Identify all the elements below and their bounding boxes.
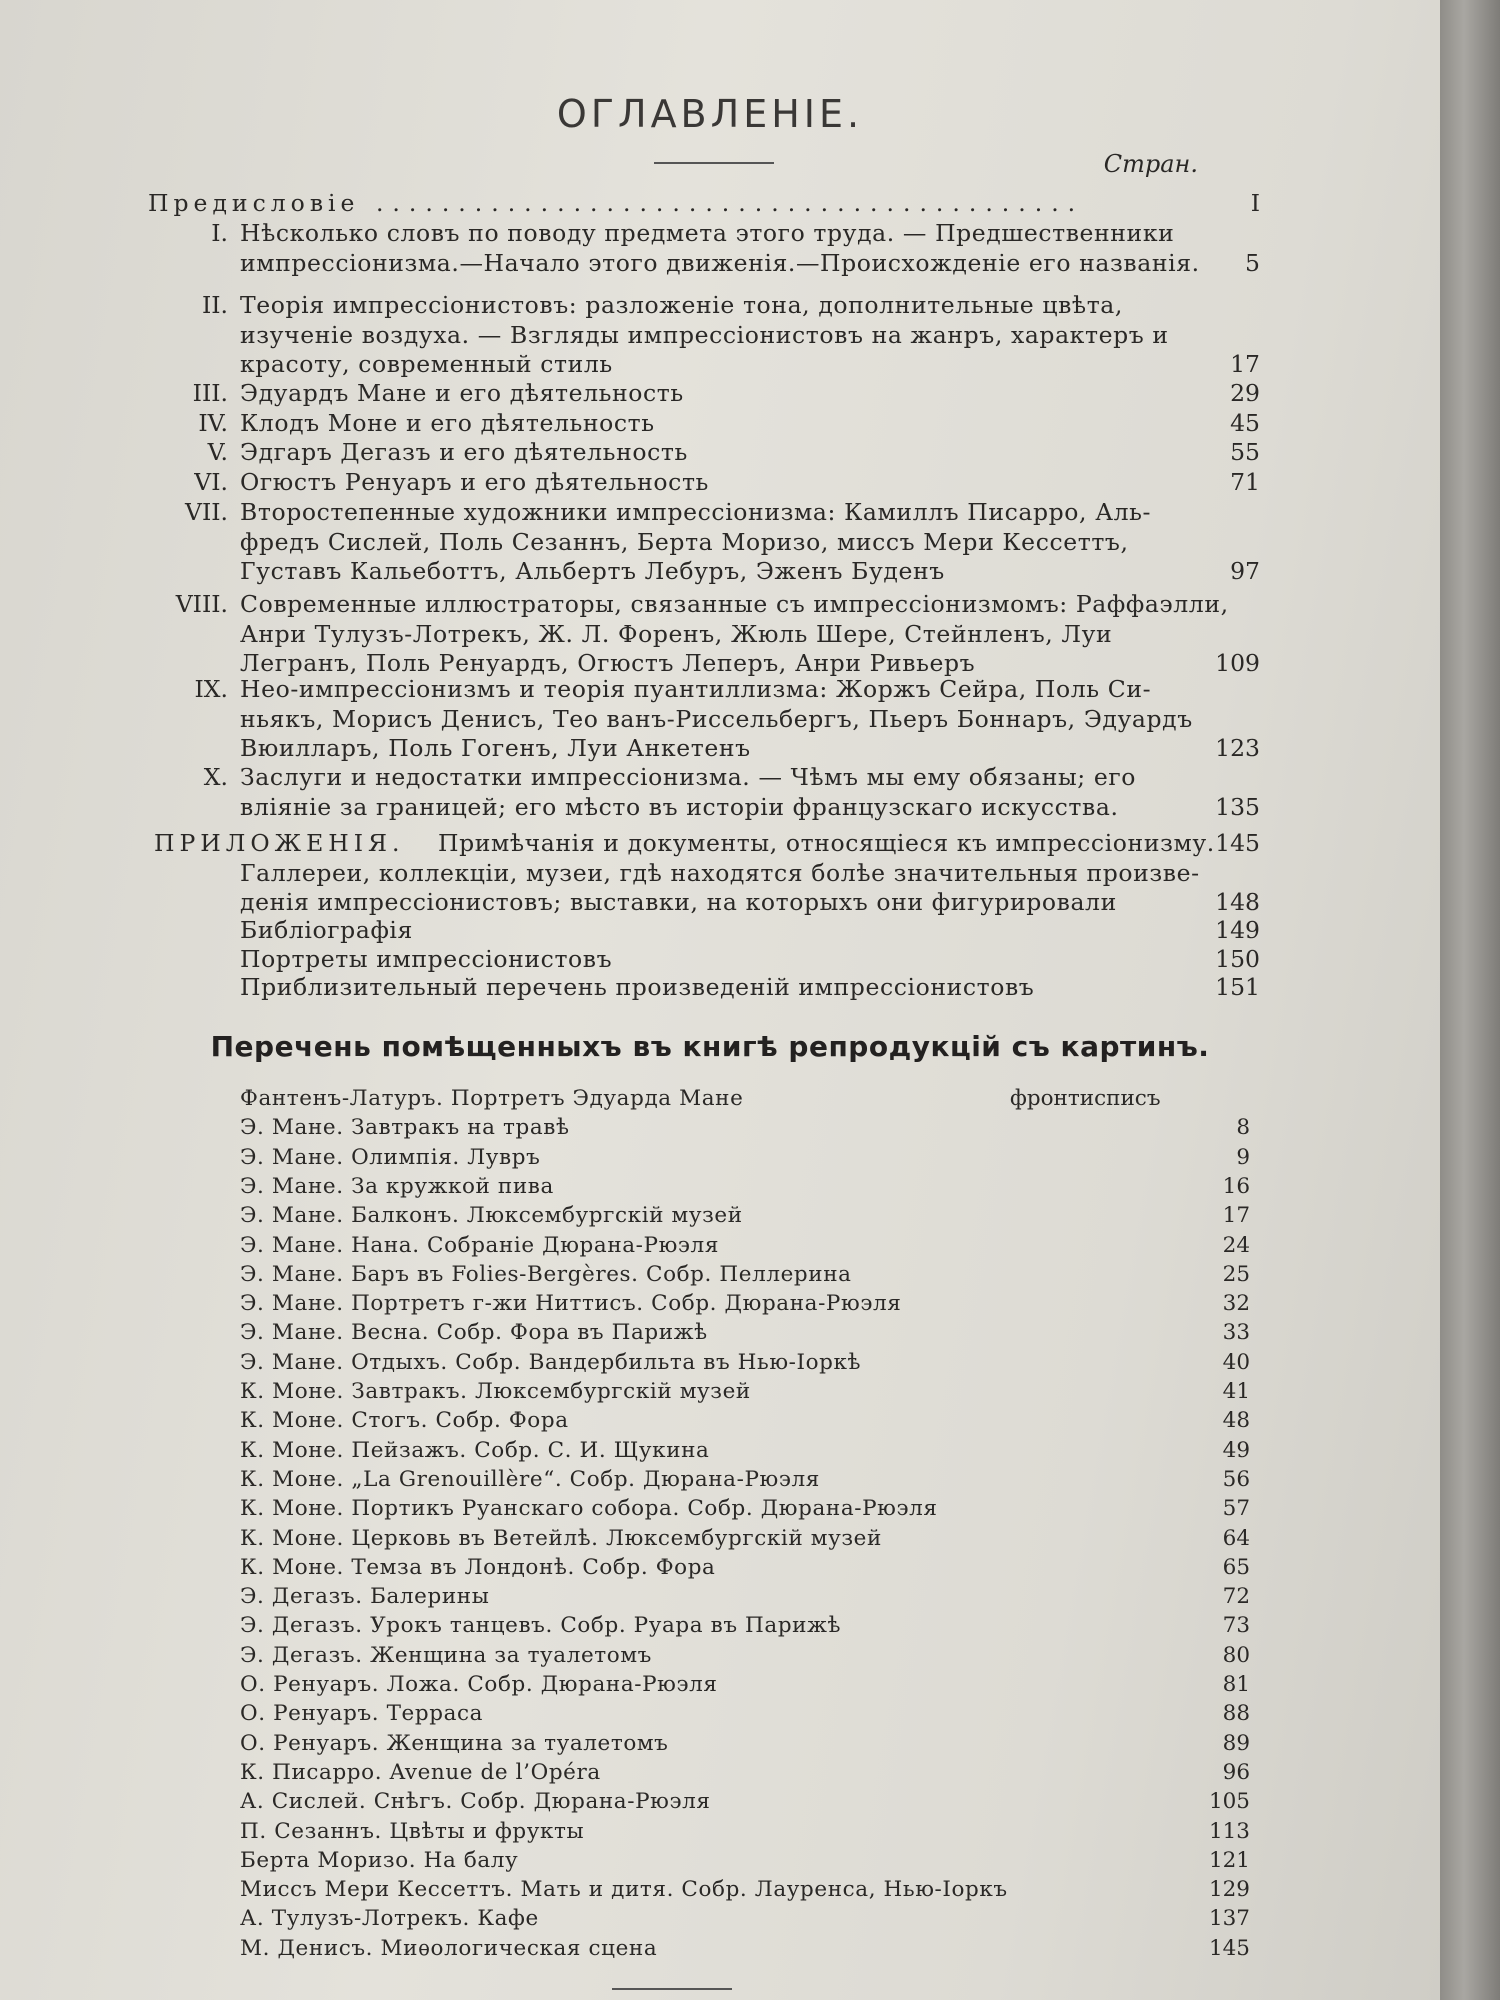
chapter-title-line: Нео-импрессіонизмъ и теорія пуантиллизма: Жоржъ Сейра, Поль Си- [240, 675, 1152, 703]
appendix-item-line: Приблизительный перечень произведеній импрессіонистовъ [240, 973, 1035, 1001]
chapter-title-line: импрессіонизма.—Начало этого движенія.—Происхожденіе его названія. [240, 248, 1200, 277]
page-title: ОГЛАВЛЕНІЕ. [556, 92, 864, 136]
chapter-title-line: Второстепенные художники импрессіонизма: Камиллъ Писарро, Аль- [240, 498, 1152, 526]
reproduction-item: М. Денисъ. Миѳологическая сцена [240, 1935, 658, 1961]
reproduction-item: О. Ренуаръ. Женщина за туалетомъ [240, 1730, 669, 1756]
chapter-number: II. [201, 291, 228, 319]
appendix-item-page: 150 [1215, 944, 1260, 973]
chapter-number: VII. [184, 498, 228, 526]
reproduction-page: 89 [1222, 1730, 1250, 1756]
chapter-number: VI. [194, 468, 228, 496]
reproductions-title: Перечень помѣщенныхъ въ книгѣ репродукцій съ картинъ. [210, 1030, 1210, 1063]
preface-page: I [1250, 189, 1260, 217]
reproduction-page: 49 [1222, 1437, 1250, 1463]
chapter-title-line: Анри Тулузъ-Лотрекъ, Ж. Л. Форенъ, Жюль Шере, Стейнленъ, Луи [240, 619, 1113, 648]
chapter-title-line: Вюилларъ, Поль Гогенъ, Луи Анкетенъ [240, 734, 751, 762]
chapter-title-line: Современные иллюстраторы, связанные съ импрессіонизмомъ: Раффаэлли, [240, 590, 1229, 618]
chapter-title-line: Клодъ Моне и его дѣятельность [240, 409, 655, 437]
chapter-page: 45 [1230, 409, 1260, 437]
leader-dots: ........................................... [359, 189, 1085, 217]
reproduction-page: 9 [1236, 1144, 1250, 1170]
reproduction-page: 88 [1222, 1701, 1250, 1727]
reproduction-page: 121 [1208, 1847, 1250, 1873]
reproduction-item: Миссъ Мери Кессеттъ. Мать и дитя. Собр. Лауренса, Нью-Іоркъ [240, 1877, 1008, 1903]
reproduction-page: 33 [1222, 1320, 1250, 1346]
chapter-page: 123 [1215, 734, 1260, 762]
reproduction-item: К. Моне. „La Grenouillère“. Собр. Дюрана-Рюэля [240, 1466, 820, 1492]
chapter-number: V. [207, 438, 228, 466]
chapter-page: 5 [1245, 248, 1260, 277]
chapter-title-line: Легранъ, Поль Ренуардъ, Огюстъ Леперъ, Анри Ривьеръ [240, 649, 976, 677]
appendix-item-line: денія импрессіонистовъ; выставки, на которыхъ они фигурировали [240, 887, 1117, 916]
reproduction-item: П. Сезаннъ. Цвѣты и фрукты [240, 1818, 585, 1844]
appendices-first-line: Примѣчанія и документы, относящіеся къ импрессіонизму. [438, 829, 1215, 857]
chapter-page: 17 [1230, 350, 1260, 378]
chapter-title-line: Эдуардъ Мане и его дѣятельность [240, 379, 684, 407]
chapter-page: 97 [1230, 557, 1260, 585]
reproduction-item: Э. Мане. Завтракъ на травѣ [240, 1115, 570, 1141]
chapter-title-line: Теорія импрессіонистовъ: разложеніе тона, дополнительные цвѣта, [240, 291, 1123, 319]
appendix-item-page: 148 [1215, 887, 1260, 916]
reproduction-item: Э. Мане. Весна. Собр. Фора въ Парижѣ [240, 1320, 708, 1346]
reproduction-page: 65 [1222, 1554, 1250, 1580]
chapter-number: I. [211, 219, 228, 247]
reproduction-item: О. Ренуаръ. Терраса [240, 1701, 484, 1727]
reproduction-page: 113 [1208, 1818, 1250, 1844]
appendix-item-line: Портреты импрессіонистовъ [240, 944, 613, 973]
reproduction-page: 25 [1222, 1261, 1250, 1287]
reproduction-item: Фантенъ-Латуръ. Портретъ Эдуарда Мане [240, 1086, 744, 1111]
reproduction-item: К. Моне. Темза въ Лондонѣ. Собр. Фора [240, 1554, 716, 1580]
page-column-label: Стран. [1103, 150, 1198, 178]
chapter-title-line: вліяніе за границей; его мѣсто въ исторіи французскаго искусства. [240, 792, 1119, 821]
reproduction-page: 24 [1222, 1232, 1250, 1258]
appendix-item-line: Галлереи, коллекціи, музеи, гдѣ находятся болѣе значительныя произве- [240, 859, 1200, 887]
reproduction-item: К. Моне. Завтракъ. Люксембургскій музей [240, 1379, 751, 1404]
chapter-page: 135 [1215, 792, 1260, 821]
reproduction-page: 80 [1222, 1642, 1250, 1668]
appendix-item-page: 149 [1215, 916, 1260, 944]
bottom-divider [612, 1988, 732, 1990]
reproduction-item: Э. Мане. Олимпія. Лувръ [240, 1144, 541, 1170]
book-edge [1440, 0, 1500, 2000]
chapter-page: 55 [1230, 438, 1260, 466]
reproduction-item: К. Писарро. Avenue de l’Opéra [240, 1759, 601, 1785]
appendix-item-page: 151 [1215, 973, 1260, 1001]
reproduction-page: 57 [1222, 1496, 1250, 1522]
reproduction-item: К. Моне. Пейзажъ. Собр. С. И. Щукина [240, 1437, 710, 1463]
chapter-number: III. [192, 379, 228, 407]
chapter-number: X. [203, 763, 228, 791]
chapter-title-line: Огюстъ Ренуаръ и его дѣятельность [240, 468, 709, 496]
reproduction-page: 8 [1236, 1115, 1250, 1141]
appendices-first-page: 145 [1215, 829, 1260, 857]
reproduction-item: Э. Дегазъ. Балерины [240, 1584, 490, 1610]
chapter-title-line: Нѣсколько словъ по поводу предмета этого труда. — Предшественники [240, 219, 1175, 247]
chapter-title-line: изученіе воздуха. — Взгляды импрессіонистовъ на жанръ, характеръ и [240, 320, 1169, 349]
chapter-page: 71 [1230, 468, 1260, 496]
reproduction-item: Э. Дегазъ. Женщина за туалетомъ [240, 1642, 652, 1668]
reproduction-page: 17 [1222, 1203, 1250, 1229]
reproduction-item: Э. Мане. Нана. Собраніе Дюрана-Рюэля [240, 1232, 719, 1258]
reproduction-item: К. Моне. Портикъ Руанскаго собора. Собр. Дюрана-Рюэля [240, 1496, 938, 1522]
chapter-page: 109 [1215, 649, 1260, 677]
chapter-title-line: Густавъ Кальеботтъ, Альбертъ Лебуръ, Эженъ Буденъ [240, 557, 945, 585]
appendices-heading [154, 828, 404, 858]
reproduction-page: 73 [1222, 1613, 1250, 1639]
reproduction-item: К. Моне. Стогъ. Собр. Фора [240, 1408, 569, 1434]
reproduction-page: 145 [1208, 1935, 1250, 1961]
chapter-title-line: красоту, современный стиль [240, 350, 613, 378]
reproduction-page: 48 [1222, 1408, 1250, 1434]
reproduction-item: Э. Мане. Портретъ г-жи Ниттисъ. Собр. Дюрана-Рюэля [240, 1291, 902, 1317]
chapter-title-line: Заслуги и недостатки импрессіонизма. — Чѣмъ мы ему обязаны; его [240, 763, 1137, 791]
chapter-title-line: ньякъ, Морисъ Денисъ, Тео ванъ-Риссельбергъ, Пьеръ Боннаръ, Эдуардъ [240, 704, 1193, 733]
reproduction-item: Берта Моризо. На балу [240, 1847, 519, 1873]
reproduction-page: 64 [1222, 1525, 1250, 1551]
reproduction-page: 72 [1222, 1584, 1250, 1610]
preface-label: Предисловіе ........................................... [148, 189, 1085, 217]
appendix-item-line: Библіографія [240, 916, 413, 944]
reproduction-item: А. Тулузъ-Лотрекъ. Кафе [240, 1906, 539, 1932]
reproduction-item: Э. Мане. Отдыхъ. Собр. Вандербильта въ Нью-Іоркѣ [240, 1349, 862, 1375]
reproduction-page: 40 [1222, 1349, 1250, 1375]
chapter-title-line: фредъ Сислей, Поль Сезаннъ, Берта Моризо, миссъ Мери Кессеттъ, [240, 527, 1129, 556]
chapter-number: IX. [194, 675, 228, 703]
title-divider [654, 162, 774, 164]
chapter-page: 29 [1230, 379, 1260, 407]
reproduction-item: Э. Мане. Баръ въ Folies-Bergères. Собр. Пеллерина [240, 1261, 852, 1287]
appendices-heading-label: ПРИЛОЖЕНІЯ. [154, 829, 405, 857]
reproduction-page: 41 [1222, 1379, 1250, 1404]
chapter-number: VIII. [175, 590, 228, 618]
reproduction-page: 96 [1222, 1759, 1250, 1785]
reproduction-page: 129 [1208, 1877, 1250, 1903]
reproduction-item: О. Ренуаръ. Ложа. Собр. Дюрана-Рюэля [240, 1672, 718, 1697]
reproduction-item: Э. Дегазъ. Урокъ танцевъ. Собр. Руара въ Парижѣ [240, 1613, 842, 1639]
reproduction-item: Э. Мане. За кружкой пива [240, 1173, 554, 1199]
reproduction-page: 105 [1208, 1789, 1250, 1815]
reproduction-page: 137 [1208, 1906, 1250, 1932]
reproduction-page: 16 [1222, 1173, 1250, 1199]
reproduction-page: 32 [1222, 1291, 1250, 1317]
reproduction-item: А. Сислей. Снѣгъ. Собр. Дюрана-Рюэля [240, 1789, 711, 1815]
reproduction-page: 56 [1222, 1466, 1250, 1492]
reproduction-page: 81 [1222, 1672, 1250, 1697]
reproduction-item: К. Моне. Церковь въ Ветейлѣ. Люксембургскій музей [240, 1525, 882, 1551]
chapter-title-line: Эдгаръ Дегазъ и его дѣятельность [240, 438, 688, 466]
reproduction-page: фронтисписъ [1010, 1086, 1161, 1111]
reproduction-item: Э. Мане. Балконъ. Люксембургскій музей [240, 1203, 743, 1229]
chapter-number: IV. [198, 409, 228, 437]
